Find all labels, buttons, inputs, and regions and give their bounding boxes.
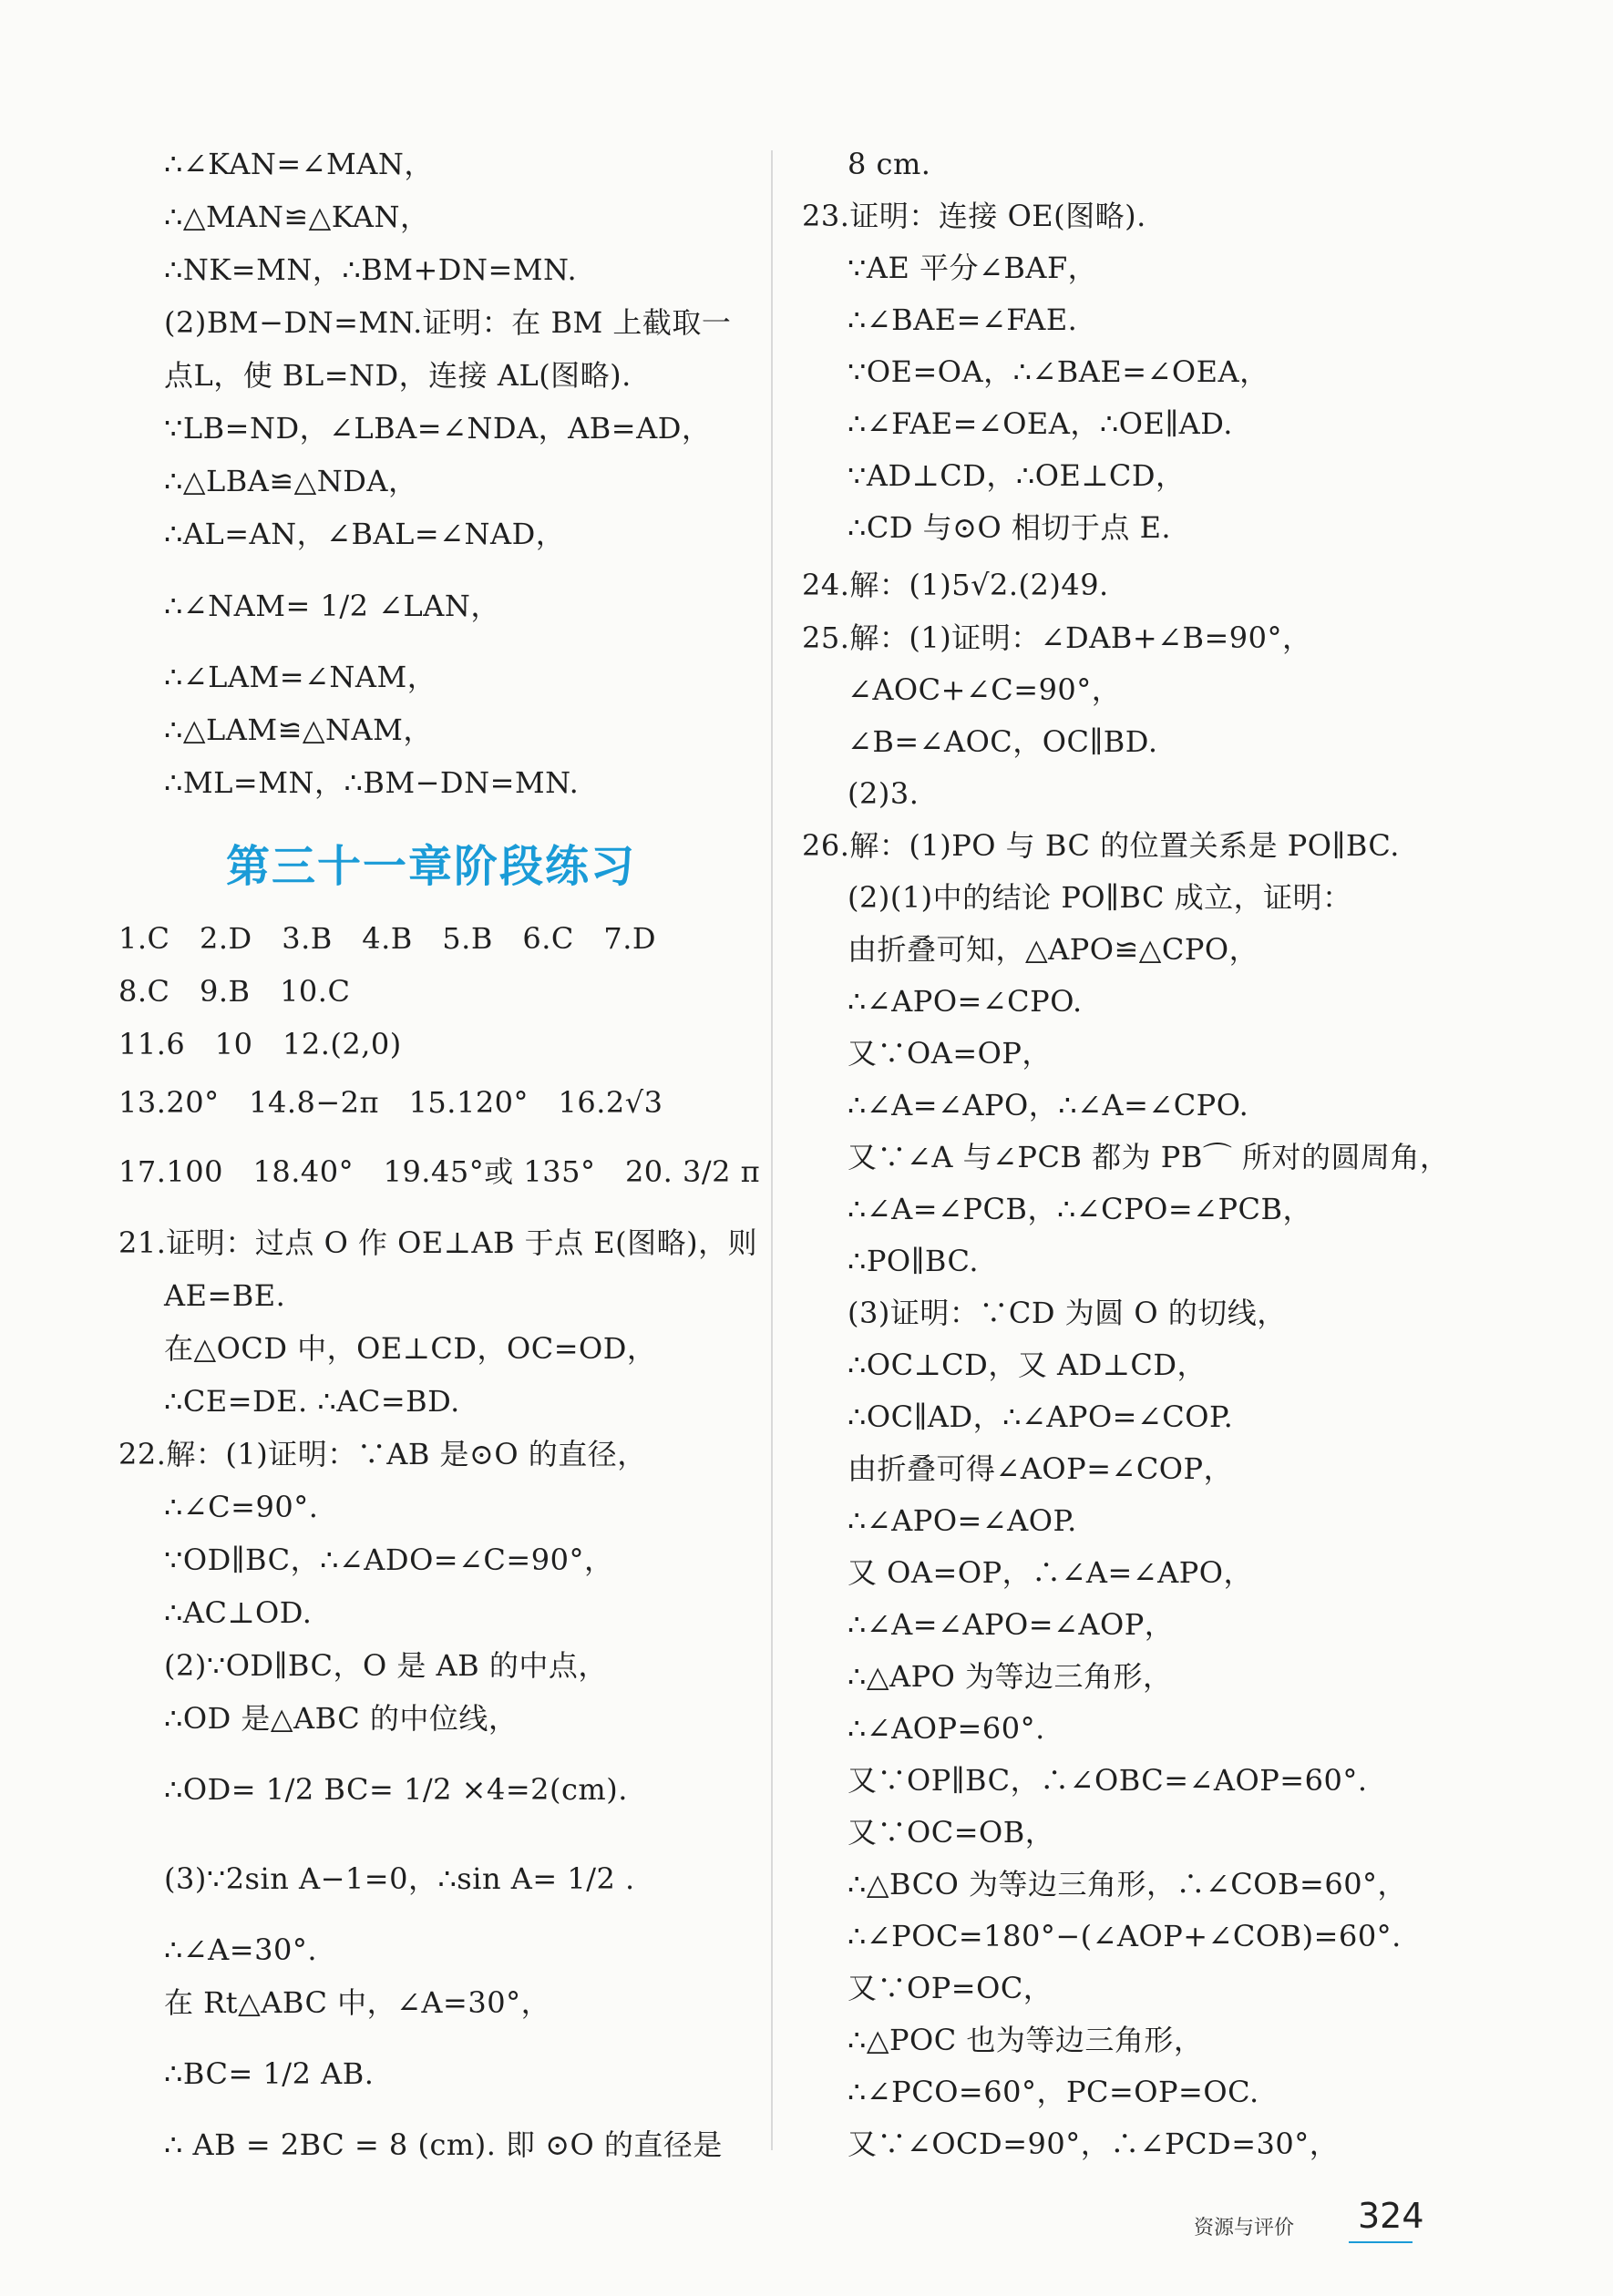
answer-line: ∴BC= 1/2 AB. <box>164 2056 375 2091</box>
section-heading: 第三十一章阶段练习 <box>226 841 637 892</box>
answer-line: AE=BE. <box>164 1278 286 1313</box>
text-line: ∴CD 与⊙O 相切于点 E. <box>848 510 1172 545</box>
text-line: ∠B=∠AOC，OC∥BD. <box>848 724 1158 759</box>
text-line: 由折叠可知，△APO≌△CPO， <box>848 932 1259 967</box>
answer-line: ∴∠A=30°. <box>164 1932 317 1967</box>
answer-line: 17.100 18.40° 19.45°或 135° 20. 3/2 π <box>118 1154 761 1189</box>
text-line: 又∵OA=OP， <box>848 1036 1052 1071</box>
text-line: ∴∠BAE=∠FAE. <box>848 302 1078 337</box>
text-line: ∴∠LAM=∠NAM， <box>164 660 437 694</box>
answer-line: (2)∵OD∥BC，O 是 AB 的中点， <box>164 1648 608 1683</box>
text-line: 又∵OP=OC， <box>848 1971 1053 2005</box>
answer-line: 在 Rt△ABC 中，∠A=30°， <box>164 1985 551 2020</box>
text-line: ∴∠AOP=60°. <box>848 1711 1045 1746</box>
text-line: ∠AOC+∠C=90°， <box>848 672 1122 707</box>
text-line: ∵OE=OA，∴∠BAE=∠OEA， <box>848 354 1269 389</box>
text-line: 23.证明：连接 OE(图略). <box>802 199 1146 233</box>
answer-line: ∴OD 是△ABC 的中位线， <box>164 1701 519 1736</box>
text-line: ∴△BCO 为等边三角形，∴∠COB=60°， <box>848 1867 1408 1901</box>
text-line: ∴∠A=∠APO=∠AOP， <box>848 1607 1175 1642</box>
answer-line: 22.解：(1)证明：∵AB 是⊙O 的直径， <box>118 1437 647 1471</box>
text-line: ∴△LAM≌△NAM， <box>164 712 433 747</box>
text-line: ∴∠PCO=60°，PC=OP=OC. <box>848 2075 1259 2109</box>
text-line: 又∵∠OCD=90°，∴∠PCD=30°， <box>848 2127 1340 2161</box>
text-line: 26.解：(1)PO 与 BC 的位置关系是 PO∥BC. <box>802 828 1400 863</box>
text-line: 24.解：(1)5√2.(2)49. <box>802 568 1109 602</box>
text-line: ∵AD⊥CD，∴OE⊥CD， <box>848 458 1186 493</box>
text-line: (2)(1)中的结论 PO∥BC 成立，证明： <box>848 880 1352 915</box>
text-line: ∵LB=ND，∠LBA=∠NDA，AB=AD， <box>164 411 712 446</box>
text-line: ∴△LBA≌△NDA， <box>164 464 418 498</box>
answer-line: ∴OD= 1/2 BC= 1/2 ×4=2(cm). <box>164 1772 628 1807</box>
text-line: ∴∠FAE=∠OEA，∴OE∥AD. <box>848 406 1233 441</box>
answer-line: 在△OCD 中，OE⊥CD，OC=OD， <box>164 1331 657 1366</box>
text-line: ∴NK=MN，∴BM+DN=MN. <box>164 252 578 287</box>
answer-line: 13.20° 14.8−2π 15.120° 16.2√3 <box>118 1085 663 1120</box>
answer-line: 8.C 9.B 10.C <box>118 974 351 1009</box>
text-line: ∴OC∥AD，∴∠APO=∠COP. <box>848 1399 1234 1434</box>
answer-line: ∵OD∥BC，∴∠ADO=∠C=90°， <box>164 1543 614 1577</box>
text-line: ∴ML=MN，∴BM−DN=MN. <box>164 765 580 800</box>
text-line: ∴∠A=∠PCB，∴∠CPO=∠PCB， <box>848 1192 1313 1226</box>
text-line: ∴PO∥BC. <box>848 1244 980 1278</box>
text-line: 点L，使 BL=ND，连接 AL(图略). <box>164 358 632 393</box>
text-line: 由折叠可得∠AOP=∠COP， <box>848 1451 1234 1486</box>
answer-line: 11.6 10 12.(2,0) <box>118 1027 402 1061</box>
text-line: ∴AL=AN，∠BAL=∠NAD， <box>164 517 566 551</box>
text-line: 25.解：(1)证明：∠DAB+∠B=90°， <box>802 620 1312 655</box>
text-line: 又∵∠A 与∠PCB 都为 PB⌒ 所对的圆周角， <box>848 1140 1450 1174</box>
text-line: ∴∠POC=180°−(∠AOP+∠COB)=60°. <box>848 1919 1402 1953</box>
answer-line: 1.C 2.D 3.B 4.B 5.B 6.C 7.D <box>118 921 657 956</box>
text-line: ∴△MAN≌△KAN， <box>164 200 430 234</box>
answer-line: ∴∠C=90°. <box>164 1490 319 1524</box>
answer-line: ∴ AB = 2BC = 8 (cm). 即 ⊙O 的直径是 <box>164 2127 723 2162</box>
answer-line: ∴AC⊥OD. <box>164 1595 313 1630</box>
footer-label: 资源与评价 <box>1194 2217 1295 2240</box>
text-line: ∴△APO 为等边三角形， <box>848 1659 1173 1694</box>
text-line: (2)3. <box>848 776 920 811</box>
text-line: ∴OC⊥CD，又 AD⊥CD， <box>848 1348 1207 1382</box>
text-line: ∴∠A=∠APO，∴∠A=∠CPO. <box>848 1088 1249 1122</box>
text-line: ∴∠APO=∠AOP. <box>848 1503 1077 1538</box>
page-number: 324 <box>1358 2196 1424 2236</box>
text-line: (3)证明：∵CD 为圆 O 的切线， <box>848 1296 1287 1330</box>
page-number-underline <box>1349 2241 1413 2243</box>
text-line: 又 OA=OP，∴∠A=∠APO， <box>848 1555 1254 1590</box>
text-line: 又∵OP∥BC，∴∠OBC=∠AOP=60°. <box>848 1763 1368 1798</box>
text-line: 又∵OC=OB， <box>848 1815 1055 1850</box>
text-line: ∴∠KAN=∠MAN， <box>164 147 434 181</box>
answer-line: ∴CE=DE. ∴AC=BD. <box>164 1384 460 1419</box>
text-line: ∴∠APO=∠CPO. <box>848 984 1083 1019</box>
text-line: (2)BM−DN=MN.证明：在 BM 上截取一 <box>164 305 732 340</box>
answer-line: (3)∵2sin A−1=0，∴sin A= 1/2 . <box>164 1861 635 1896</box>
text-line: 8 cm. <box>848 147 931 181</box>
text-line: ∵AE 平分∠BAF， <box>848 251 1098 285</box>
text-line: ∴△POC 也为等边三角形， <box>848 2023 1204 2057</box>
answer-line: 21.证明：过点 O 作 OE⊥AB 于点 E(图略)，则 <box>118 1225 758 1260</box>
text-line: ∴∠NAM= 1/2 ∠LAN， <box>164 589 500 623</box>
